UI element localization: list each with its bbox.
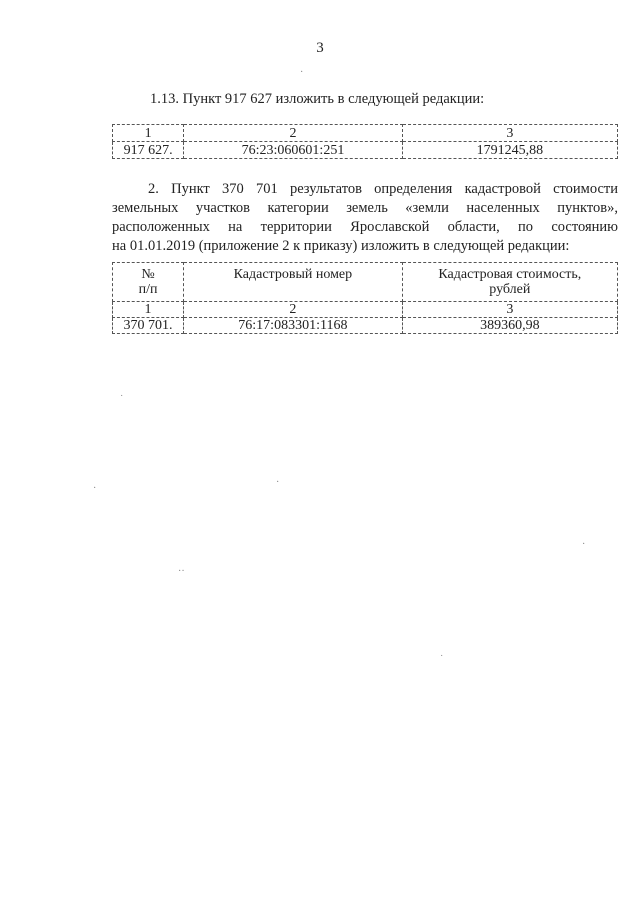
table-cell: 2 xyxy=(184,302,403,318)
section-113-table xyxy=(112,124,618,159)
table-cell-cadastral-number: 76:17:083301:1168 xyxy=(184,318,403,334)
section-2-line: 2. Пункт 370 701 результатов определения кадастровой стоимости xyxy=(148,181,618,197)
section-2-line: земельных участков категории земель «земли населенных пунктов», xyxy=(112,200,618,216)
header-cell-number xyxy=(113,263,184,302)
table-cell-point: 370 701. xyxy=(113,318,184,334)
scan-speck: ˙ xyxy=(440,654,444,665)
table-row xyxy=(113,142,618,159)
scan-speck: · xyxy=(582,539,586,550)
table-row xyxy=(113,318,618,334)
table-cell: 3 xyxy=(402,125,617,142)
section-2-table xyxy=(112,262,618,334)
section-2-text xyxy=(112,180,618,256)
table-header-row xyxy=(113,263,618,302)
scan-speck: · xyxy=(300,67,304,78)
header-cell-cadastral-number: Кадастровый номер xyxy=(184,263,403,302)
scan-speck: ·· xyxy=(178,566,185,577)
header-cell-cadastral-value xyxy=(402,263,617,302)
table-cell-cadastral-number: 76:23:060601:251 xyxy=(184,142,402,159)
header-text: рублей xyxy=(489,282,531,297)
header-text: Кадастровая стоимость, xyxy=(438,267,582,282)
table-header-row xyxy=(113,125,618,142)
section-2-line: на 01.01.2019 (приложение 2 к приказу) изложить в следующей редакции: xyxy=(112,238,570,254)
table-cell-point: 917 627. xyxy=(113,142,184,159)
scan-speck: ˙ xyxy=(120,394,124,405)
header-text: № xyxy=(141,267,155,282)
table-cell: 3 xyxy=(402,302,617,318)
section-113-text: 1.13. Пункт 917 627 изложить в следующей редакции: xyxy=(150,91,485,107)
table-cell-cadastral-value: 389360,98 xyxy=(402,318,617,334)
header-text: п/п xyxy=(138,282,158,297)
section-2-line: расположенных на территории Ярославской области, по состоянию xyxy=(112,219,618,235)
table-numbering-row xyxy=(113,302,618,318)
table-cell: 2 xyxy=(184,125,402,142)
page-number: 3 xyxy=(316,40,324,56)
table-cell: 1 xyxy=(113,125,184,142)
scan-speck: · xyxy=(276,477,280,488)
table-cell-cadastral-value: 1791245,88 xyxy=(402,142,617,159)
table-cell: 1 xyxy=(113,302,184,318)
scan-speck: · xyxy=(93,483,97,494)
